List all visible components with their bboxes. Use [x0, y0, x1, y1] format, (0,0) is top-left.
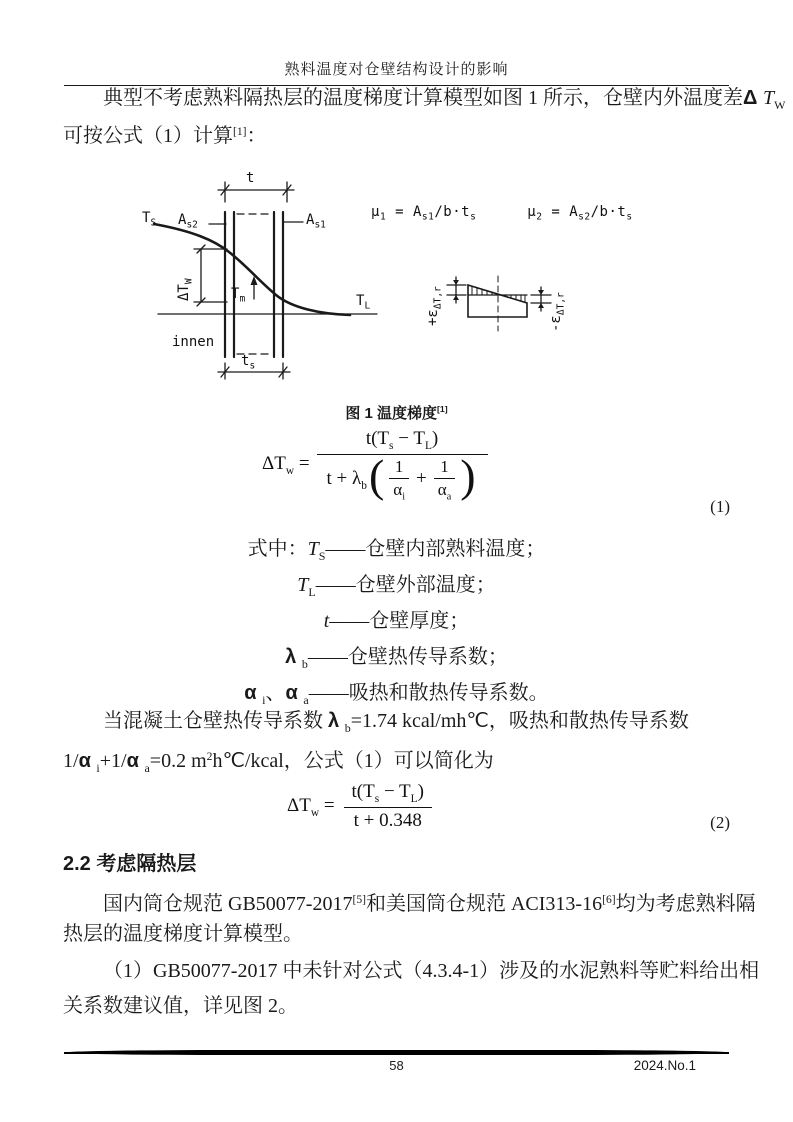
eq1-lhs: $\Delta T_w$ =	[262, 453, 310, 477]
text-line: 典型不考虑熟料隔热层的温度梯度计算模型如图 1 所示，仓壁内外温度差Δ $T_W$	[103, 87, 786, 112]
text-line: 关系数建议值，详见图 2。	[63, 995, 298, 1017]
label-eps-plus: $+\varepsilon_{\Delta T,r}$	[425, 286, 444, 326]
eq1-fraction	[317, 428, 488, 502]
mu-formulas	[371, 204, 633, 222]
label-as1: $A_{s1}$	[306, 212, 326, 231]
text-line: 1/α $_i$+1/α $_a$=0.2 $m^2h℃$/kcal，公式（1）可以简化为	[63, 749, 494, 775]
mu2-formula: $\mu_2 = A_{s2}/b\cdot t_s$	[527, 204, 633, 223]
issue-label: 2024.No.1	[633, 1058, 696, 1073]
figure1-linework	[130, 168, 690, 398]
text-line: 国内筒仓规范 GB50077-2017[5]和美国筒仓规范 ACI313-16[6]均为考虑熟料隔	[103, 892, 756, 915]
text-line: 当混凝土仓壁热传导系数 λ $_b$=1.74 kcal/mh℃，吸热和散热传导系数	[103, 710, 689, 735]
label-ts-temp: $T_S$	[142, 210, 157, 229]
footer-rule	[66, 1050, 728, 1055]
eq2-fraction	[342, 781, 434, 832]
definition-line: λ $_b$——仓壁热传导系数；	[285, 646, 508, 671]
big-paren-right: )	[460, 450, 476, 502]
eq1-plus: +	[416, 468, 427, 490]
eq1-inner-frac-2	[434, 457, 455, 502]
eq2-lhs: $\Delta T_w$ =	[287, 794, 335, 819]
page-number: 58	[389, 1058, 404, 1073]
figure-1-caption: 图 1 温度梯度[1]	[345, 403, 448, 422]
equation-2-number: (2)	[710, 813, 730, 832]
text-line: 热层的温度梯度计算模型。	[63, 923, 303, 945]
equation-2	[287, 781, 434, 832]
eq1-inner2-den: $\alpha_a$	[434, 478, 455, 502]
definition-line: $T_L——$仓壁外部温度；	[297, 574, 496, 599]
para-simplify	[63, 704, 731, 774]
definition-line: α $_i$、α $_a$——吸热和散热传导系数。	[244, 682, 549, 707]
eq1-denominator	[317, 450, 488, 503]
eq1-inner2-num: 1	[440, 456, 449, 476]
section-heading-2-2: 2.2 考虑隔热层	[63, 853, 197, 875]
running-header-title: 熟料温度对仓壁结构设计的影响	[284, 62, 509, 78]
eq2-numerator: $t(T_s - T_L)$	[351, 781, 424, 805]
text-line: （1）GB50077-2017 中未针对公式（4.3.4-1）涉及的水泥熟料等贮料给出相	[103, 960, 760, 982]
para-intro	[63, 82, 786, 148]
para-codes	[63, 882, 756, 952]
label-tl: $T_L$	[356, 293, 371, 312]
mu1-formula: $\mu_1 = A_{s1}/b\cdot t_s$	[371, 204, 477, 223]
eq2-denominator: t + 0.348	[344, 807, 432, 832]
label-tm: $T_m$	[231, 286, 246, 305]
label-eps-minus: $-\varepsilon_{\Delta T,r}$	[548, 292, 567, 332]
eq1-numerator: $t(T_s - T_L)$	[365, 428, 439, 452]
definition-line: t——仓壁厚度；	[323, 610, 470, 632]
eq1-inner-frac-1	[389, 457, 409, 502]
eq1-inner1-den: $\alpha_i$	[389, 478, 409, 502]
eq1-inner1-num: 1	[394, 456, 404, 476]
label-as2: $A_{s2}$	[178, 212, 198, 231]
label-t-dim: t	[246, 170, 255, 186]
label-ts-dim: $t_s$	[241, 353, 256, 372]
label-delta-tw: $\Delta T_W$	[176, 278, 195, 301]
para-gb	[63, 954, 760, 1024]
equation-1	[262, 428, 488, 502]
definitions-list	[0, 531, 793, 711]
figure-1	[130, 168, 690, 398]
equation-1-number: (1)	[710, 497, 730, 516]
definition-line: 式中：$T_S——$仓壁内部熟料温度；	[247, 538, 546, 563]
text-line: 可按公式（1）计算[1]：	[63, 124, 267, 147]
label-innen: innen	[172, 334, 215, 350]
eq1-den-prefix: $t + \lambda_b$	[326, 467, 367, 492]
big-paren-left: (	[368, 450, 385, 502]
